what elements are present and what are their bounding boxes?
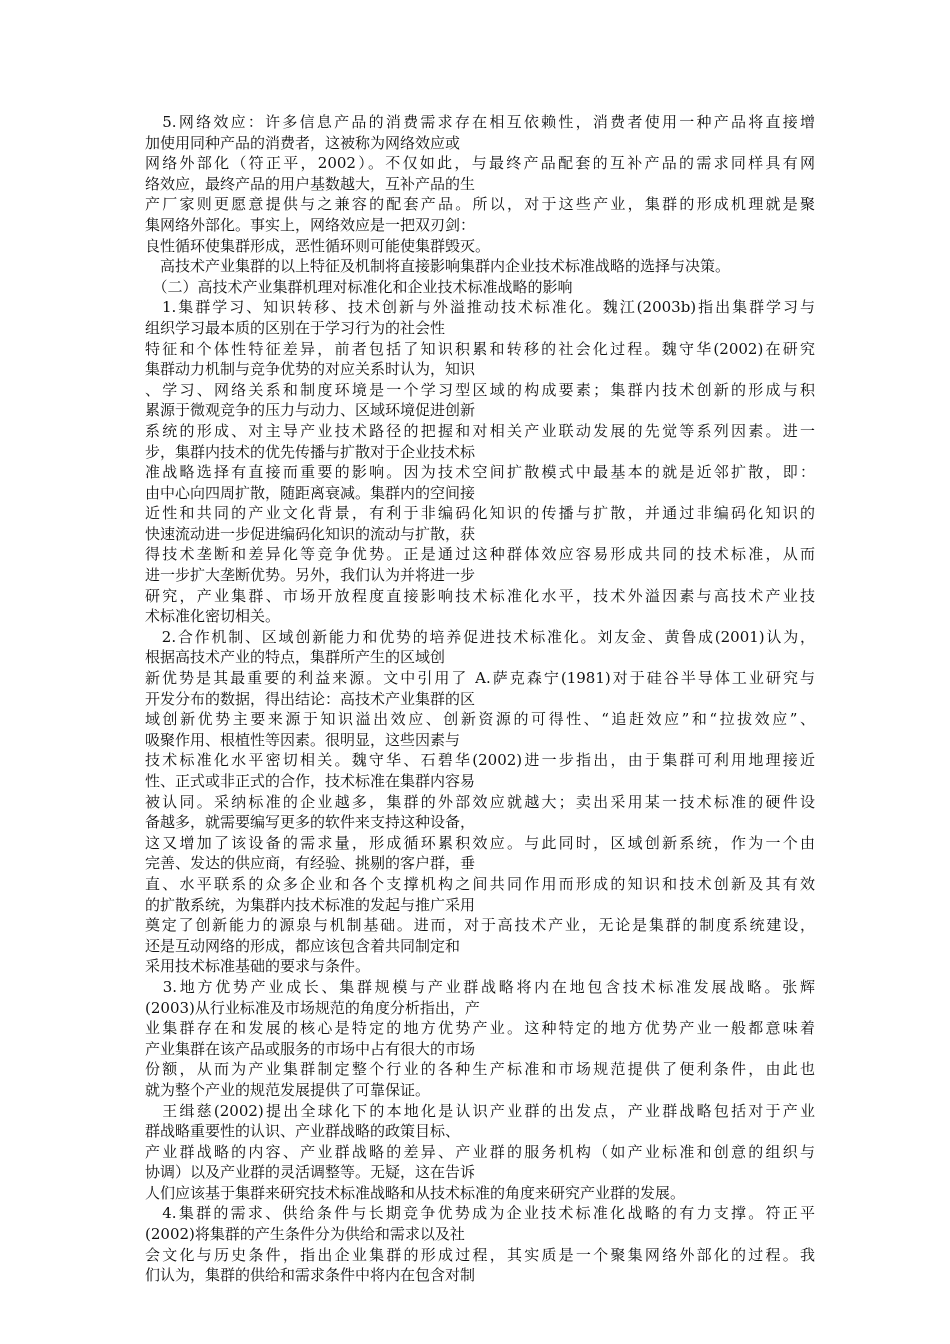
text-line: 良性循环使集群形成，恶性循环则可能使集群毁灭。 <box>145 236 491 255</box>
text-line: 累源于微观竞争的压力与动力、区域环境促进创新 <box>145 401 476 420</box>
text-line: 奠定了创新能力的源泉与机制基础。进而，对于高技术产业，无论是集群的制度系统建设， <box>145 916 815 935</box>
text-line: （二）高技术产业集群机理对标准化和企业技术标准战略的影响 <box>145 277 573 296</box>
text-line: 网络外部化（符正平，2002）。不仅如此，与最终产品配套的互补产品的需求同样具有网 <box>145 154 815 173</box>
text-line: 性、正式或非正式的合作，技术标准在集群内容易 <box>145 772 476 790</box>
text-line: 3.地方优势产业成长、集群规模与产业群战略将内在地包含技术标准发展战略。张辉 <box>145 977 815 996</box>
text-line: 加使用同种产品的消费者，这被称为网络效应或 <box>145 133 461 152</box>
text-line: 产业群战略的内容、产业群战略的差异、产业群的服务机构（如产业标准和创意的组织与 <box>145 1142 815 1161</box>
text-line: 产厂家则更愿意提供与之兼容的配套产品。所以，对于这些产业，集群的形成机理就是聚 <box>145 195 815 214</box>
text-line: 组织学习最本质的区别在于学习行为的社会性 <box>145 318 446 337</box>
text-line: 群战略重要性的认识、产业群战略的政策目标、 <box>145 1122 461 1141</box>
text-line: 4.集群的需求、供给条件与长期竞争优势成为企业技术标准化战略的有力支撑。符正平 <box>145 1204 815 1223</box>
text-line: 特征和个体性特征差异，前者包括了知识积累和转移的社会化过程。魏守华(2002)在研究 <box>145 339 815 358</box>
text-line: 这又增加了该设备的需求量，形成循环累积效应。与此同时，区域创新系统，作为一个由 <box>145 833 815 852</box>
text-line: 、学习、网络关系和制度环境是一个学习型区域的构成要素；集群内技术创新的形成与积 <box>145 380 815 399</box>
text-line: 王缉慈(2002)提出全球化下的本地化是认识产业群的出发点，产业群战略包括对于产业 <box>145 1101 815 1120</box>
text-line: 们认为，集群的供给和需求条件中将内在包含对制 <box>145 1266 476 1285</box>
text-line: 得技术垄断和差异化等竞争优势。正是通过这种群体效应容易形成共同的技术标准，从而 <box>145 545 815 564</box>
text-line: 络效应，最终产品的用户基数越大，互补产品的生 <box>145 174 476 193</box>
text-line: 吸聚作用、根植性等因素。很明显，这些因素与 <box>145 730 461 749</box>
text-line: 近性和共同的产业文化背景，有利于非编码化知识的传播与扩散，并通过非编码化知识的 <box>145 504 815 523</box>
text-line: 2.合作机制、区域创新能力和优势的培养促进技术标准化。刘友金、黄鲁成(2001)认为， <box>145 627 815 646</box>
text-line: 系统的形成、对主导产业技术路径的把握和对相关产业联动发展的先觉等系列因素。进一 <box>145 421 815 440</box>
text-line: 集群动力机制与竞争优势的对应关系时认为，知识 <box>145 360 476 379</box>
text-line: 域创新优势主要来源于知识溢出效应、创新资源的可得性、“追赶效应”和“拉拔效应”、 <box>145 710 815 729</box>
text-line: 协调）以及产业群的灵活调整等。无疑，这在告诉 <box>145 1163 476 1182</box>
text-line: (2003)从行业标准及市场规范的角度分析指出，产 <box>145 998 480 1017</box>
text-line: 高技术产业集群的以上特征及机制将直接影响集群内企业技术标准战略的选择与决策。 <box>145 257 731 276</box>
text-line: 研究，产业集群、市场开放程度直接影响技术标准化水平，技术外溢因素与高技术产业技 <box>145 586 815 605</box>
text-line: 步，集群内技术的优先传播与扩散对于企业技术标 <box>145 442 476 461</box>
text-line: 份额，从而为产业集群制定整个行业的各种生产标准和市场规范提供了便利条件，由此也 <box>145 1060 815 1079</box>
text-line: 开发分布的数据，得出结论：高技术产业集群的区 <box>145 689 476 708</box>
text-line: 的扩散系统，为集群内技术标准的发起与推广采用 <box>145 895 476 914</box>
document-body <box>145 112 815 1286</box>
text-line: 快速流动进一步促进编码化知识的流动与扩散，获 <box>145 524 476 543</box>
text-line: 术标准化密切相关。 <box>145 607 281 626</box>
text-line: 还是互动网络的形成，都应该包含着共同制定和 <box>145 936 461 955</box>
text-line: 进一步扩大垄断优势。另外，我们认为并将进一步 <box>145 566 476 585</box>
text-line: 准战略选择有直接而重要的影响。因为技术空间扩散模式中最基本的就是近邻扩散，即： <box>145 463 815 482</box>
text-line: 根据高技术产业的特点，集群所产生的区域创 <box>145 648 446 667</box>
text-line: 采用技术标准基础的要求与条件。 <box>145 957 371 976</box>
text-line: (2002)将集群的产生条件分为供给和需求以及社 <box>145 1225 465 1244</box>
text-line: 技术标准化水平密切相关。魏守华、石碧华(2002)进一步指出，由于集群可利用地理接近 <box>145 751 815 770</box>
text-line: 直、水平联系的众多企业和各个支撑机构之间共同作用而形成的知识和技术创新及其有效 <box>145 874 815 893</box>
text-line: 5.网络效应：许多信息产品的消费需求存在相互依赖性，消费者使用一种产品将直接增 <box>145 113 815 131</box>
text-line: 新优势是其最重要的利益来源。文中引用了 A.萨克森宁(1981)对于硅谷半导体工业研究与 <box>145 669 815 688</box>
text-line: 被认同。采纳标准的企业越多，集群的外部效应就越大；卖出采用某一技术标准的硬件设 <box>145 792 815 811</box>
text-line: 由中心向四周扩散，随距离衰减。集群内的空间接 <box>145 483 476 502</box>
text-line: 会文化与历史条件，指出企业集群的形成过程，其实质是一个聚集网络外部化的过程。我 <box>145 1245 815 1264</box>
text-line: 1.集群学习、知识转移、技术创新与外溢推动技术标准化。魏江(2003b)指出集群学习与 <box>145 298 815 317</box>
text-line: 集网络外部化。事实上，网络效应是一把双刃剑： <box>145 215 476 234</box>
text-line: 业集群存在和发展的核心是特定的地方优势产业。这种特定的地方优势产业一般都意味着 <box>145 1019 815 1038</box>
text-line: 备越多，就需要编写更多的软件来支持这种设备， <box>145 813 476 832</box>
text-line: 产业集群在该产品或服务的市场中占有很大的市场 <box>145 1039 476 1058</box>
text-line: 就为整个产业的规范发展提供了可靠保证。 <box>145 1080 431 1099</box>
text-line: 人们应该基于集群来研究技术标准战略和从技术标准的角度来研究产业群的发展。 <box>145 1183 686 1202</box>
text-line: 完善、发达的供应商，有经验、挑剔的客户群，垂 <box>145 854 476 873</box>
